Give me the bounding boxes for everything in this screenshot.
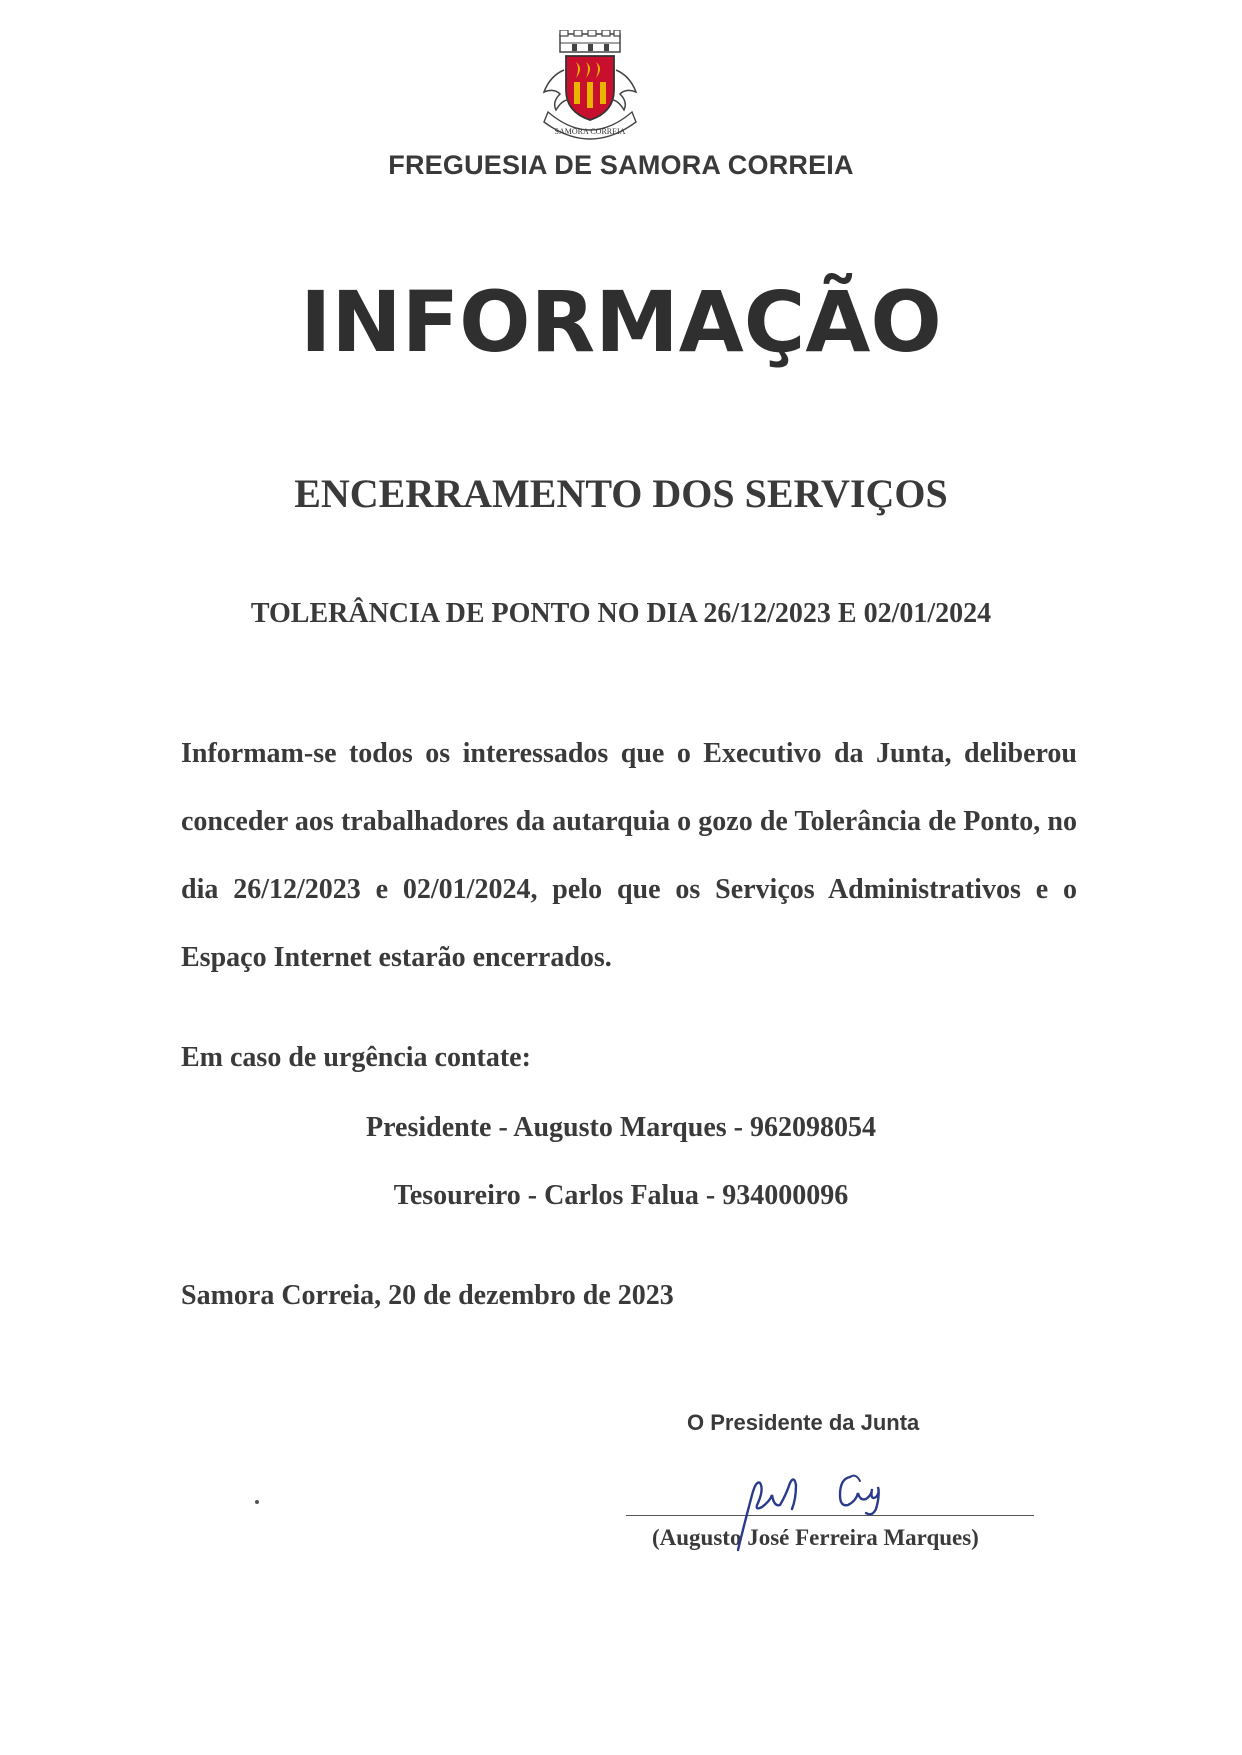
notice-subtitle: ENCERRAMENTO DOS SERVIÇOS bbox=[294, 471, 948, 516]
tolerance-heading: TOLERÂNCIA DE PONTO NO DIA 26/12/2023 E 02/01/2024 bbox=[250, 598, 992, 629]
contact-treasurer: Tesoureiro - Carlos Falua - 934000096 bbox=[393, 1180, 849, 1211]
notice-body: Informam-se todos os interessados que o Executivo da Junta, deliberou conceder aos trabalhadores da autarquia o gozo de Tolerância de Ponto, no dia 26/12/2023 e 02/01/2024, pelo que os Serviços Administrativos e o Espaço Internet estarão encerrados. bbox=[181, 738, 1077, 973]
place-date: Samora Correia, 20 de dezembro de 2023 bbox=[181, 1280, 674, 1311]
urgency-label: Em caso de urgência contate: bbox=[181, 1042, 531, 1073]
coat-of-arms-icon bbox=[534, 30, 646, 150]
notice-title: INFORMAÇÃO bbox=[300, 273, 942, 371]
signatory-name: (Augusto José Ferreira Marques) bbox=[652, 1525, 979, 1550]
organization-name: FREGUESIA DE SAMORA CORREIA bbox=[388, 150, 854, 180]
handwritten-signature-icon bbox=[700, 1455, 940, 1555]
signatory-title: O Presidente da Junta bbox=[687, 1410, 920, 1435]
scan-speck bbox=[255, 1500, 259, 1504]
contact-president: Presidente - Augusto Marques - 962098054 bbox=[366, 1112, 876, 1143]
crest-motto: SAMORA CORREIA bbox=[554, 127, 626, 136]
